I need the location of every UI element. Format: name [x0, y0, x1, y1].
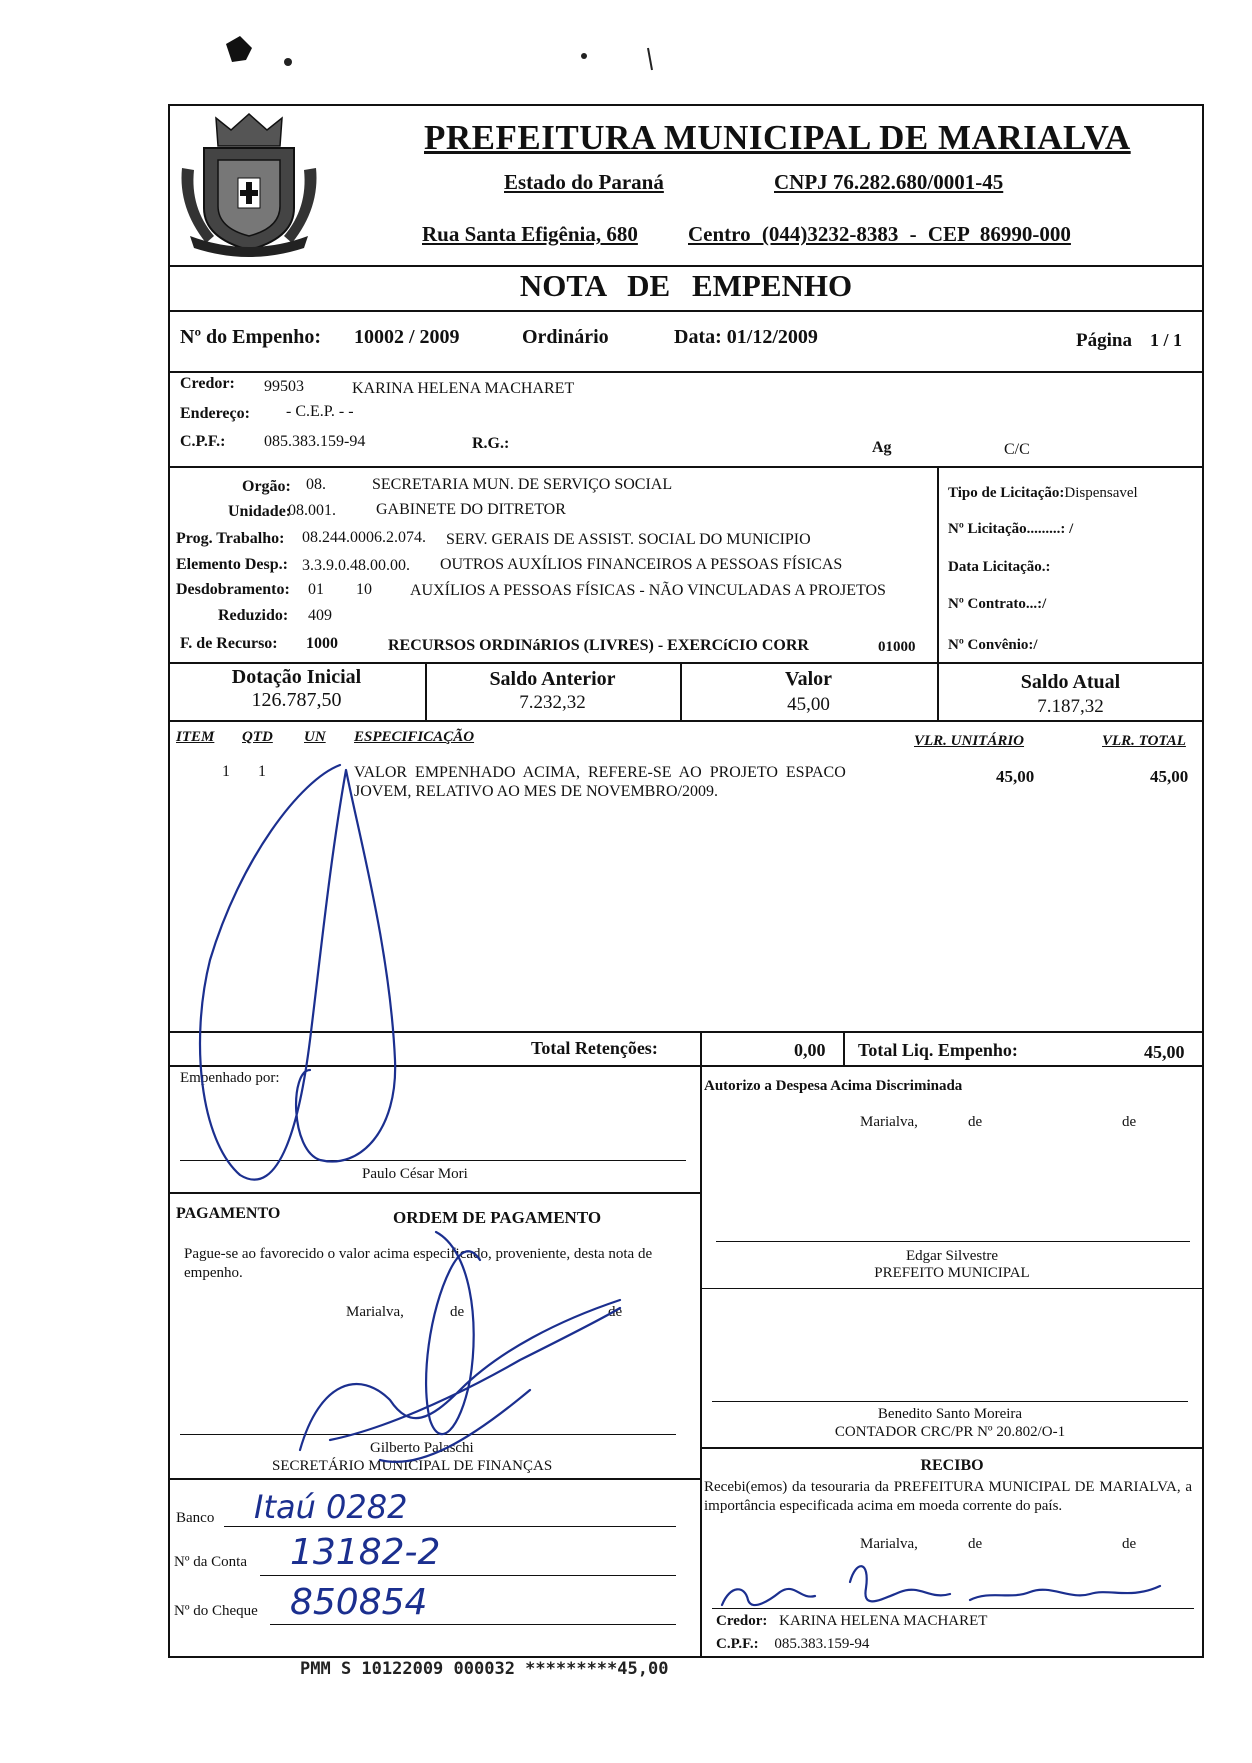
cnpj-label: CNPJ 76.282.680/0001-45: [774, 170, 1004, 194]
prefeitura-title: PREFEITURA MUNICIPAL DE MARIALVA: [424, 118, 1131, 157]
endereco-value: - C.E.P. - -: [286, 403, 354, 420]
empenho-number: 10002 / 2009: [354, 326, 460, 348]
empenho-number-label: Nº do Empenho:: [180, 326, 322, 348]
recibo-credor-name: KARINA HELENA MACHARET: [779, 1613, 988, 1629]
licitacao-type-label: Tipo de Licitação:: [948, 485, 1065, 501]
item-number: 1: [222, 763, 230, 780]
autorizo-de-1: de: [968, 1114, 983, 1130]
banco-label: Banco: [176, 1510, 215, 1526]
empenho-type: Ordinário: [522, 326, 609, 348]
autorizo-de-2: de: [1122, 1114, 1137, 1130]
empenhado-por-label: Empenhado por:: [180, 1070, 280, 1086]
programa-code: 08.244.0006.2.074.: [302, 529, 426, 546]
col-header-qtd: QTD: [242, 729, 273, 745]
rg-label: R.G.:: [472, 435, 510, 452]
licitacao-number: Nº Licitação.........: /: [948, 521, 1074, 537]
recibo-credor-label: Credor:: [716, 1613, 768, 1629]
contador-title: CONTADOR CRC/PR Nº 20.802/O-1: [834, 1424, 1066, 1440]
cheque-handwritten: 850854: [290, 1582, 428, 1623]
saldo-atual-value: 7.187,32: [1037, 696, 1104, 717]
elemento-code: 3.3.9.0.48.00.00.: [302, 557, 410, 574]
secretario-name: Gilberto Palaschi: [370, 1440, 474, 1456]
col-header-vlr-unitario: VLR. UNITÁRIO: [914, 733, 1025, 749]
secretario-title: SECRETÁRIO MUNICIPAL DE FINANÇAS: [272, 1458, 553, 1474]
col-header-un: UN: [304, 729, 326, 745]
pagamento-text: Pague-se ao favorecido o valor acima especificado, proveniente, desta nota de empenho.: [184, 1246, 653, 1281]
recurso-code: 1000: [306, 635, 338, 652]
valor-label: Valor: [784, 668, 833, 690]
pagamento-de-1: de: [450, 1304, 465, 1320]
unidade-code: 08.001.: [288, 502, 336, 519]
recibo-text: Recebi(emos) da tesouraria da PREFEITURA MUNICIPAL DE MARIALVA, a importância especificada acima em moeda corrente do país.: [704, 1479, 1192, 1514]
conta-handwritten: 13182-2: [290, 1532, 441, 1573]
item-spec-line-1: VALOR EMPENHADO ACIMA, REFERE-SE AO PROJETO ESPACO: [354, 764, 846, 781]
licitacao-date: Data Licitação.:: [948, 559, 1051, 575]
banco-handwritten: Itaú 0282: [254, 1488, 408, 1526]
col-header-item: ITEM: [176, 729, 215, 745]
pagamento-de-2: de: [608, 1304, 623, 1320]
item-total-value: 45,00: [1150, 767, 1189, 786]
endereco-label: Endereço:: [180, 405, 250, 422]
pagamento-label: PAGAMENTO: [176, 1205, 281, 1222]
credor-name: KARINA HELENA MACHARET: [352, 380, 575, 397]
street-address: Rua Santa Efigênia, 680: [422, 222, 638, 246]
retencoes-label: Total Retenções:: [531, 1038, 658, 1058]
convenio-number: Nº Convênio:/: [948, 637, 1038, 653]
conta-corrente-label: C/C: [1004, 441, 1030, 458]
dotacao-value: 126.787,50: [251, 689, 342, 711]
orgao-name: SECRETARIA MUN. DE SERVIÇO SOCIAL: [372, 476, 673, 493]
agencia-label: Ag: [872, 439, 892, 456]
contrato-number: Nº Contrato...:/: [948, 596, 1047, 612]
empenhado-por-name: Paulo César Mori: [362, 1166, 468, 1182]
elemento-label: Elemento Desp.:: [176, 556, 288, 573]
dotacao-label: Dotação Inicial: [231, 666, 362, 688]
orgao-label: Orgão:: [242, 478, 291, 495]
liquido-value: 45,00: [1144, 1042, 1185, 1062]
state-label: Estado do Paraná: [504, 170, 664, 194]
document-title: NOTA DE EMPENHO: [519, 268, 853, 303]
recurso-label: F. de Recurso:: [180, 635, 278, 652]
programa-name: SERV. GERAIS DE ASSIST. SOCIAL DO MUNICIPIO: [446, 531, 811, 548]
credor-code: 99503: [264, 378, 304, 395]
page-label: Página: [1076, 330, 1132, 351]
desdobramento-code-1: 01: [308, 581, 324, 598]
reduzido-label: Reduzido:: [218, 607, 289, 624]
col-header-especificacao: ESPECIFICAÇÃO: [354, 729, 475, 745]
recibo-local: Marialva,: [860, 1536, 918, 1552]
recibo-de-1: de: [968, 1536, 983, 1552]
col-header-vlr-total: VLR. TOTAL: [1102, 733, 1186, 749]
pagamento-local: Marialva,: [346, 1304, 404, 1320]
desdobramento-name: AUXÍLIOS A PESSOAS FÍSICAS - NÃO VINCULADAS A PROJETOS: [410, 582, 886, 599]
orgao-code: 08.: [306, 476, 326, 493]
ordem-pagamento-label: ORDEM DE PAGAMENTO: [393, 1208, 602, 1227]
retencoes-value: 0,00: [794, 1040, 826, 1060]
licitacao-type-value: Dispensavel: [1064, 485, 1138, 501]
recibo-cpf-label: C.P.F.:: [716, 1636, 759, 1652]
recibo-de-2: de: [1122, 1536, 1137, 1552]
valor-value: 45,00: [787, 694, 830, 715]
credor-label: Credor:: [180, 375, 235, 392]
address-details: Centro (044)3232-8383 - CEP 86990-000: [688, 222, 1071, 246]
recibo-label: RECIBO: [920, 1457, 984, 1474]
item-qtd: 1: [258, 763, 266, 780]
unidade-label: Unidade:: [228, 503, 292, 520]
desdobramento-code-2: 10: [356, 581, 372, 598]
autorizo-local: Marialva,: [860, 1114, 918, 1130]
elemento-name: OUTROS AUXÍLIOS FINANCEIROS A PESSOAS FÍSICAS: [440, 556, 843, 573]
item-spec-line-2: JOVEM, RELATIVO AO MES DE NOVEMBRO/2009.: [354, 783, 719, 800]
reduzido-value: 409: [308, 607, 332, 624]
cpf-label: C.P.F.:: [180, 433, 226, 450]
recurso-name: RECURSOS ORDINáRIOS (LIVRES) - EXERCíCIO CORR: [388, 637, 809, 654]
recibo-cpf-value: 085.383.159-94: [774, 1636, 870, 1652]
page-number: 1 / 1: [1150, 330, 1183, 350]
saldo-anterior-label: Saldo Anterior: [489, 668, 616, 690]
cheque-label: Nº do Cheque: [174, 1603, 258, 1619]
prefeito-name: Edgar Silvestre: [905, 1248, 999, 1264]
unidade-name: GABINETE DO DITRETOR: [376, 501, 566, 518]
contador-name: Benedito Santo Moreira: [877, 1406, 1023, 1422]
recurso-code-2: 01000: [878, 639, 916, 655]
print-footer: PMM S 10122009 000032 *********45,00: [300, 1659, 669, 1679]
item-unit-value: 45,00: [996, 767, 1035, 786]
saldo-anterior-value: 7.232,32: [519, 692, 586, 713]
conta-label: Nº da Conta: [174, 1554, 247, 1570]
desdobramento-label: Desdobramento:: [176, 581, 290, 598]
saldo-atual-label: Saldo Atual: [1020, 671, 1121, 693]
liquido-label: Total Liq. Empenho:: [858, 1040, 1018, 1060]
prefeito-title: PREFEITO MUNICIPAL: [874, 1265, 1030, 1281]
programa-label: Prog. Trabalho:: [176, 530, 285, 547]
empenho-date: Data: 01/12/2009: [674, 326, 818, 348]
autorizo-label: Autorizo a Despesa Acima Discriminada: [704, 1078, 963, 1094]
cpf-value: 085.383.159-94: [264, 433, 366, 450]
